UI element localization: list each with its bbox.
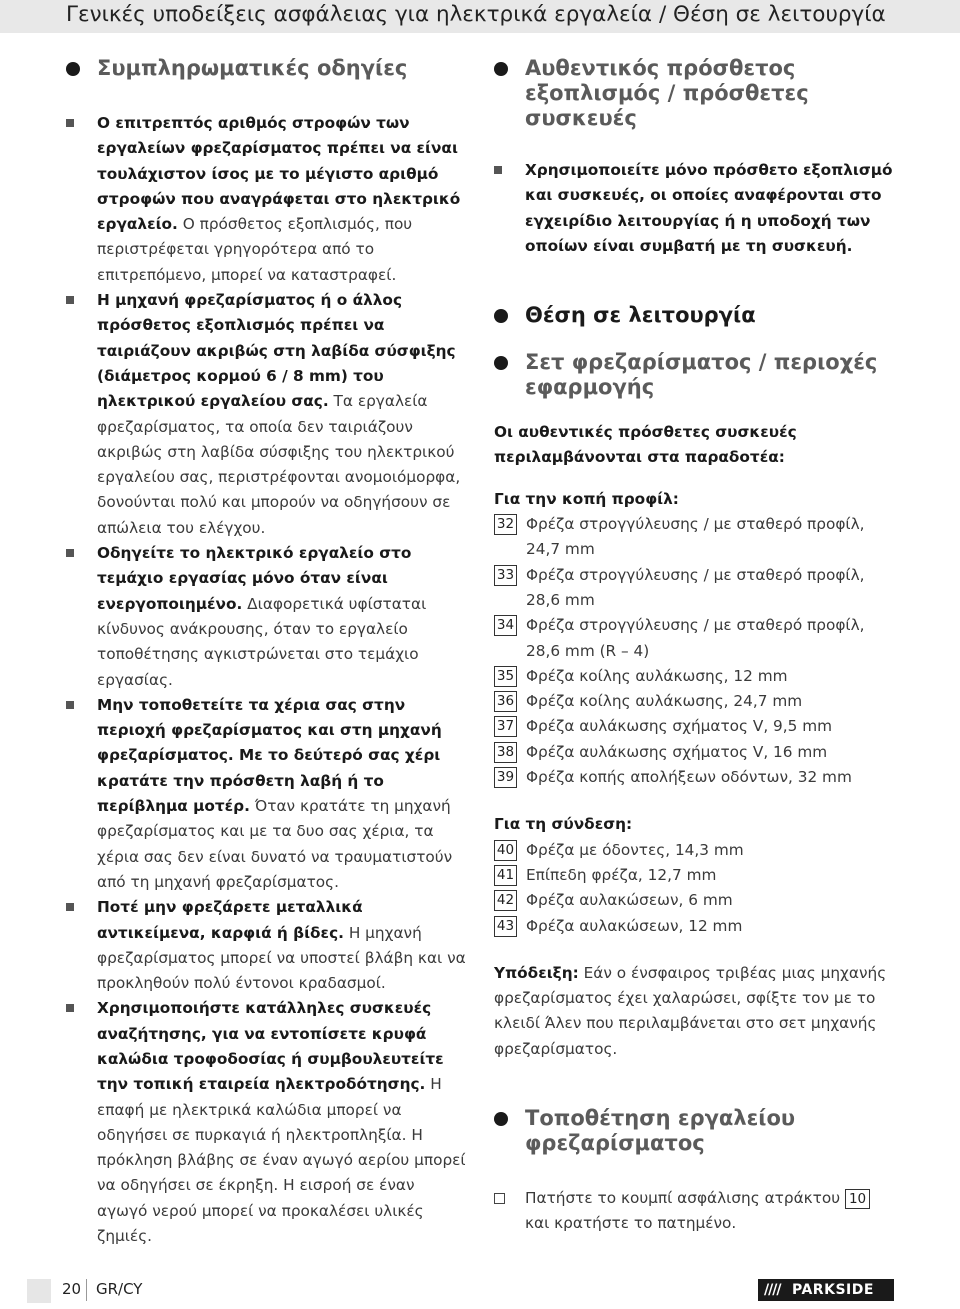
part-description: Φρέζα με όδοντες, 14,3 mm [526,840,744,859]
language-code: GR/CY [96,1280,143,1298]
note-text: Εάν ο ένσφαιρος τριβέας μιας μηχανής φρεζαρίσματος έχει χαλαρώσει, σφίξτε τον με το κλειδί Άλεν που περιλαμβάνεται στο σετ μηχανής φρεζαρίσματος. [494,963,887,1058]
safety-bullet [66,996,466,1249]
safety-bullet [66,693,466,895]
footer-marker [27,1279,51,1303]
bullet-dot-icon [494,1112,508,1126]
bullet-bold: Οδηγείτε το ηλεκτρικό εργαλείο στο τεμάχιο εργασίας μόνο όταν είναι ενεργοποιημένο. [97,544,412,613]
part-item [494,664,899,689]
bullet-dot-icon [494,62,508,76]
part-description: Φρέζα κοίλης αυλάκωσης, 12 mm [526,666,788,685]
part-number-badge: 37 [494,716,517,737]
bullet-text: Ο πρόσθετος εξοπλισμός, που περιστρέφεται γρηγορότερα από το επιτρεπόμενο, μπορεί να καταστραφεί. [97,215,413,284]
step-text-before: Πατήστε το κουμπί ασφάλισης ατράκτου [525,1189,845,1208]
accessory-bullet: Χρησιμοποιείτε μόνο πρόσθετο εξοπλισμό και συσκευές, οι οποίες αναφέρονται στο εγχειρίδιο λειτουργίας ή η υποδοχή των οποίων είναι συμβατή με τη συσκευή. [494,158,899,259]
square-bullet-icon [66,549,74,557]
bullet-dot-icon [494,356,508,370]
part-item [494,740,899,765]
part-description: Επίπεδη φρέζα, 12,7 mm [526,865,717,884]
part-item [494,563,899,614]
page-header [0,0,960,33]
logo-stripes-icon: //// [764,1282,781,1298]
safety-bullet [66,288,466,541]
square-bullet-icon [66,119,74,127]
part-number-badge: 41 [494,865,517,886]
section-heading-startup: Θέση σε λειτουργία [494,303,899,328]
safety-bullet [66,895,466,996]
part-description: Φρέζα στρογγύλευσης / με σταθερό προφίλ, 28,6 mm [526,565,865,609]
bullet-bold: Ποτέ μην φρεζάρετε μεταλλικά αντικείμενα, καρφιά ή βίδες. [97,898,363,942]
bullet-text: Τα εργαλεία φρεζαρίσματος, τα οποία δεν ταιριάζουν ακριβώς στη λαβίδα σύσφιξης του ηλεκτρικού εργαλείου σας, περιστρέφονται ανομοιόμορφα, δονούνται πολύ και μπορούν να οδηγήσουν σε απώλεια του ελέγχου. [97,392,461,537]
footer-divider [86,1279,87,1301]
right-column [494,52,899,1237]
part-number-badge: 39 [494,767,517,788]
page-number: 20 [62,1280,82,1298]
part-number-badge: 34 [494,615,517,636]
part-description: Φρέζα αυλακώσεων, 6 mm [526,891,733,910]
part-description: Φρέζα στρογγύλευσης / με σταθερό προφίλ, 24,7 mm [526,515,865,559]
part-description: Φρέζα κοίλης αυλάκωσης, 24,7 mm [526,692,803,711]
square-bullet-icon [66,903,74,911]
bullet-bold: Ο επιτρεπτός αριθμός στροφών των εργαλείων φρεζαρίσματος πρέπει να είναι τουλάχιστον ίσος με το μέγιστο αριθμό στροφών που αναγράφεται στο ηλεκτρικό εργαλείο. [97,114,461,234]
part-description: Φρέζα αυλακώσεων, 12 mm [526,916,743,935]
bullet-text: Η επαφή με ηλεκτρικά καλώδια μπορεί να οδηγήσει σε πυρκαγιά ή ηλεκτροπληξία. Η πρόκληση βλάβης σε έναν αγωγό αερίου μπορεί να οδηγήσει σε έκρηξη. Η εισροή σε έναν αγωγό νερού μπορεί να προκαλέσει υλικές ζημιές. [97,1075,466,1246]
instruction-step [494,1186,899,1237]
bullet-dot-icon [66,62,80,76]
part-item [494,914,899,939]
step-text-after: και κρατήστε το πατημένο. [525,1214,737,1233]
left-column [66,52,466,1249]
logo-text: PARKSIDE [792,1282,874,1298]
part-number-badge: 40 [494,840,517,861]
part-description: Φρέζα αυλάκωσης σχήματος V, 16 mm [526,742,828,761]
part-description: Φρέζα στρογγύλευσης / με σταθερό προφίλ, 28,6 mm (R – 4) [526,616,865,660]
section-heading-supplementary: Συμπληρωματικές οδηγίες [66,56,466,81]
square-bullet-icon [66,1004,74,1012]
part-description: Φρέζα κοπής απολήξεων οδόντων, 32 mm [526,768,852,787]
part-number-badge: 42 [494,890,517,911]
part-item [494,512,899,563]
section-heading-mount-tool: Τοποθέτηση εργαλείου φρεζαρίσματος [494,1106,899,1156]
safety-bullet [66,541,466,693]
part-number-badge: 38 [494,742,517,763]
part-item [494,689,899,714]
part-item [494,714,899,739]
part-item [494,613,899,664]
bullet-bold: Μην τοποθετείτε τα χέρια σας στην περιοχή φρεζαρίσματος και στη μηχανή φρεζαρίσματος. Με το δεύτερό σας χέρι κρατάτε την πρόσθετη λαβή ή το περίβλημα μοτέρ. [97,695,442,816]
included-intro: Οι αυθεντικές πρόσθετες συσκευές περιλαμβάνονται στα παραδοτέα: [494,423,797,467]
section-heading-router-set: Σετ φρεζαρίσματος / περιοχές εφαρμογής [494,350,899,400]
part-number-badge: 43 [494,916,517,937]
join-parts-list [494,838,899,939]
part-item [494,838,899,863]
profile-subhead: Για την κοπή προφίλ: [494,489,679,508]
bullet-text: Διαφορετικά υφίσταται κίνδυνος ανάκρουσης, όταν το εργαλείο τοποθέτησης αγκιστρώνεται στο τεμάχιο εργασίας. [97,594,427,689]
part-item [494,888,899,913]
part-number-badge: 32 [494,514,517,535]
section-heading-accessories: Αυθεντικός πρόσθετος εξοπλισμός / πρόσθετες συσκευές [494,56,899,131]
part-number-badge: 35 [494,666,517,687]
brand-logo [758,1279,894,1301]
note-label: Υπόδειξη: [494,963,579,982]
profile-parts-list [494,512,899,790]
square-bullet-icon [66,296,74,304]
step-checkbox-icon [494,1193,505,1204]
square-bullet-icon [494,166,502,174]
bullet-bold: Χρησιμοποιήστε κατάλληλες συσκευές αναζήτησης, για να εντοπίσετε κρυφά καλώδια τροφοδοσίας ή συμβουλευτείτε την τοπική εταιρεία ηλεκτροδότησης. [97,999,444,1094]
join-subhead: Για τη σύνδεση: [494,815,633,834]
bullet-text: Όταν κρατάτε τη μηχανή φρεζαρίσματος και με τα δυο σας χέρια, τα χέρια σας δεν είναι δυνατό να τραυματιστούν από τη μηχανή φρεζαρίσματος. [97,797,453,891]
page-footer [0,1276,960,1309]
bullet-text: Η μηχανή φρεζαρίσματος μπορεί να υποστεί βλάβη και να προκληθούν πολύ έντονοι κραδασμοί. [97,923,466,993]
bullet-bold: Η μηχανή φρεζαρίσματος ή ο άλλος πρόσθετος εξοπλισμός πρέπει να ταιριάζουν ακριβώς στη λαβίδα σύσφιξης (διάμετρος κορμού 6 / 8 mm) του ηλεκτρικού εργαλείου σας. [97,291,456,411]
part-item [494,765,899,790]
page-title: Γενικές υποδείξεις ασφάλειας για ηλεκτρικά εργαλεία / Θέση σε λειτουργία [66,2,886,27]
square-bullet-icon [66,701,74,709]
part-number-badge: 33 [494,565,517,586]
part-number-badge: 10 [845,1189,870,1209]
note-paragraph [494,961,899,1062]
part-number-badge: 36 [494,691,517,712]
safety-bullet [66,111,466,288]
part-item [494,863,899,888]
bullet-dot-icon [494,309,508,323]
part-description: Φρέζα αυλάκωσης σχήματος V, 9,5 mm [526,717,833,736]
